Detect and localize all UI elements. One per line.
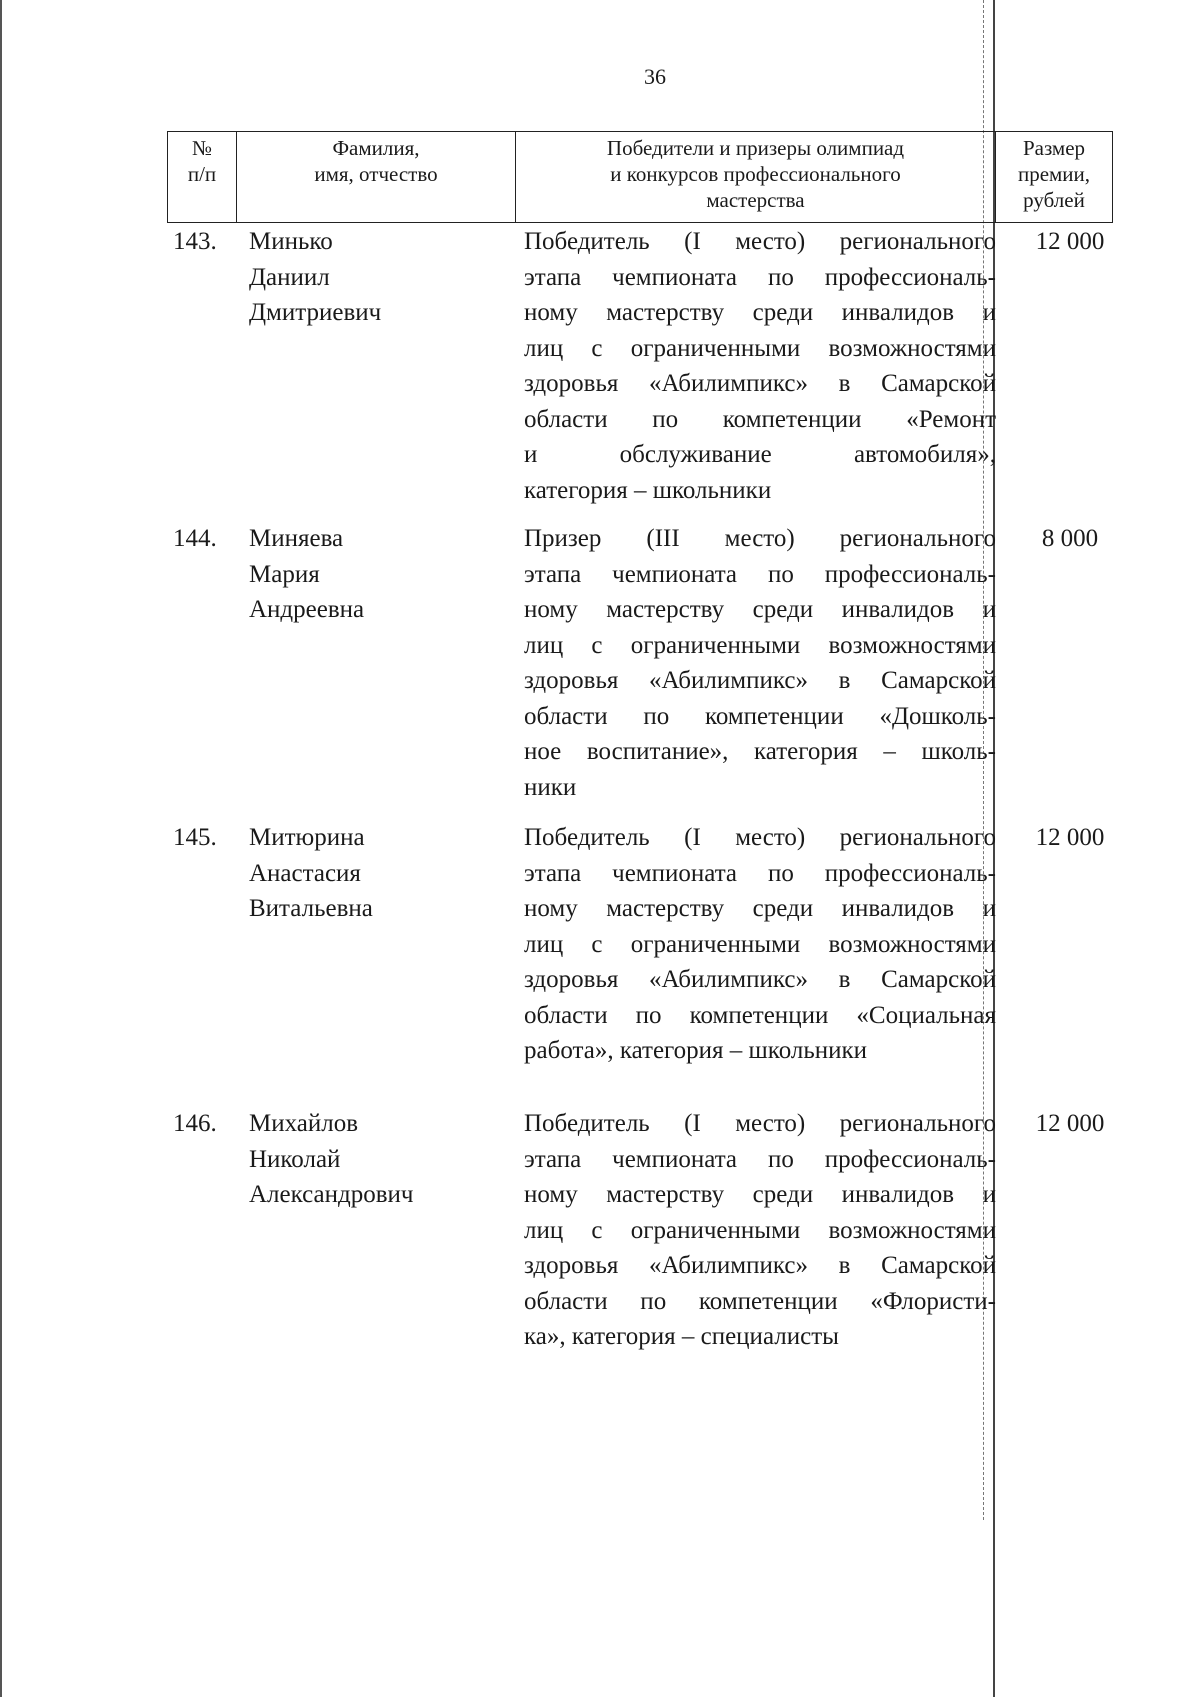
header-line: премии,	[1017, 162, 1091, 186]
description-line: ка», категория – специалисты	[524, 1323, 839, 1350]
description-line: этапа чемпионата по профессиональ-	[524, 263, 996, 291]
patronymic: Александрович	[249, 1181, 414, 1208]
description-line: ному мастерству среди инвалидов и	[524, 1181, 996, 1208]
description-line: этапа чемпионата по профессиональ-	[524, 560, 996, 588]
description-line: работа», категория – школьники	[524, 1037, 868, 1064]
header-line: и конкурсов профессионального	[610, 162, 901, 186]
description-line: лиц с ограниченными возможностями	[524, 930, 996, 958]
description-line: области по компетенции «Социальная	[524, 1001, 996, 1029]
header-line: имя, отчество	[314, 162, 438, 186]
header-line: Размер	[1022, 136, 1086, 160]
description-line: области по компетенции «Дошколь-	[524, 702, 996, 730]
row-prize-amount: 12 000	[1035, 1110, 1105, 1137]
description-line: лиц с ограниченными возможностями	[524, 631, 996, 659]
description-line: лиц с ограниченными возможностями	[524, 1216, 996, 1244]
description-line: этапа чемпионата по профессиональ-	[524, 1145, 996, 1173]
header-name-column	[237, 132, 516, 223]
surname: Митюрина	[249, 824, 365, 851]
header-prize-column	[996, 132, 1113, 223]
header-line: мастерства	[706, 188, 805, 212]
surname: Миняева	[249, 525, 344, 552]
row-full-name	[249, 224, 509, 331]
description-line: категория – школьники	[524, 476, 772, 504]
row-number: 144.	[173, 525, 217, 552]
description-line: Победитель (I место) регионального	[524, 1110, 996, 1137]
description-line: ное воспитание», категория – школь-	[524, 738, 996, 765]
row-prize-amount: 12 000	[1035, 228, 1105, 255]
description-line: ному мастерству среди инвалидов и	[524, 299, 996, 326]
description-line: Призер (III место) регионального	[524, 525, 996, 552]
first-name: Даниил	[249, 263, 330, 291]
description-line: области по компетенции «Флористи-	[524, 1287, 996, 1315]
scan-left-edge	[0, 0, 2, 1697]
patronymic: Андреевна	[249, 596, 365, 623]
description-line: здоровья «Абилимпикс» в Самарской	[524, 1252, 996, 1279]
row-description	[524, 224, 996, 508]
first-name: Мария	[249, 560, 320, 588]
row-full-name	[249, 1106, 509, 1213]
row-full-name	[249, 521, 509, 628]
row-prize-amount: 8 000	[1041, 525, 1099, 552]
header-line: рублей	[1023, 188, 1085, 212]
row-full-name	[249, 820, 509, 927]
description-line: Победитель (I место) регионального	[524, 824, 996, 851]
header-line: Победители и призеры олимпиад	[606, 136, 905, 160]
row-prize-amount: 12 000	[1035, 824, 1105, 851]
description-line: ники	[524, 773, 577, 801]
row-description	[524, 521, 996, 805]
row-description	[524, 820, 996, 1069]
header-line: п/п	[187, 162, 217, 186]
first-name: Николай	[249, 1145, 341, 1173]
header-number-column	[168, 132, 237, 223]
description-line: лиц с ограниченными возможностями	[524, 334, 996, 362]
header-line: №	[191, 136, 213, 160]
row-description	[524, 1106, 996, 1355]
description-line: Победитель (I место) регионального	[524, 228, 996, 255]
first-name: Анастасия	[249, 859, 361, 887]
description-line: области по компетенции «Ремонт	[524, 405, 996, 433]
description-line: здоровья «Абилимпикс» в Самарской	[524, 667, 996, 694]
description-line: здоровья «Абилимпикс» в Самарской	[524, 966, 996, 993]
table-header	[167, 131, 1113, 223]
surname: Михайлов	[249, 1110, 359, 1137]
description-line: ному мастерству среди инвалидов и	[524, 895, 996, 922]
header-line: Фамилия,	[332, 136, 420, 160]
description-line: ному мастерству среди инвалидов и	[524, 596, 996, 623]
description-line: здоровья «Абилимпикс» в Самарской	[524, 370, 996, 397]
surname: Минько	[249, 228, 333, 255]
row-number: 145.	[173, 824, 217, 851]
row-number: 146.	[173, 1110, 217, 1137]
patronymic: Дмитриевич	[249, 299, 382, 326]
description-line: и обслуживание автомобиля»,	[524, 441, 996, 468]
page-number: 36	[644, 64, 666, 89]
description-line: этапа чемпионата по профессиональ-	[524, 859, 996, 887]
patronymic: Витальевна	[249, 895, 373, 922]
row-number: 143.	[173, 228, 217, 255]
header-description-column	[516, 132, 996, 223]
